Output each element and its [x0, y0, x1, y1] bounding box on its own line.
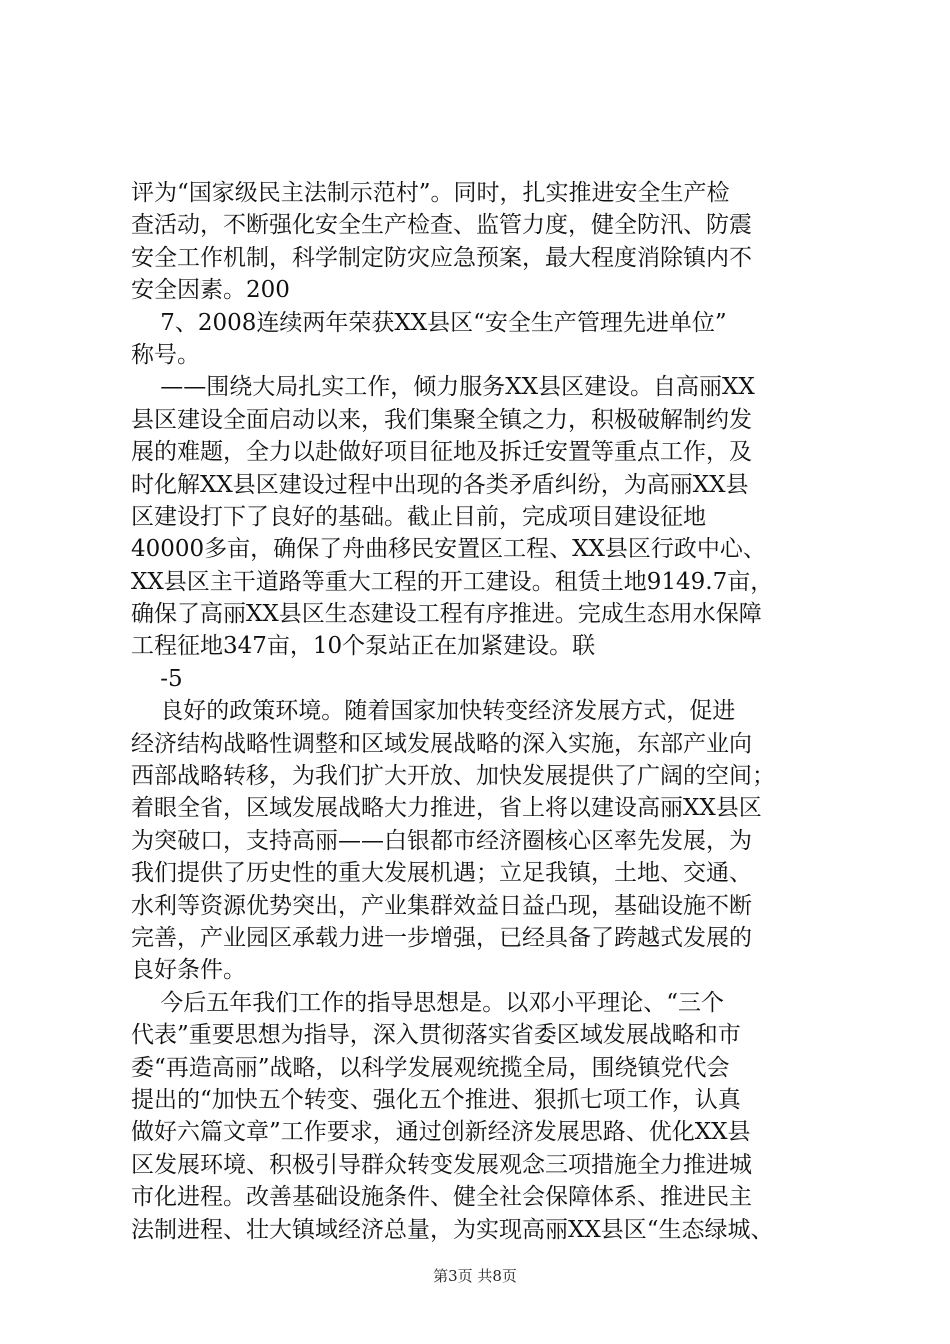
body-line: 良好条件。 [131, 957, 246, 984]
body-line: 确保了高丽XX县区生态建设工程有序推进。完成生态用水保障 [131, 601, 762, 628]
body-line: 为突破口，支持高丽——白银都市经济圈核心区率先发展，为 [131, 827, 752, 854]
body-line: 市化进程。改善基础设施条件、健全社会保障体系、推进民主 [131, 1184, 752, 1211]
body-line: 法制进程、壮大镇域经济总量，为实现高丽XX县区“生态绿城、 [131, 1216, 774, 1243]
body-line: 评为“国家级民主法制示范村”。同时，扎实推进安全生产检 [131, 180, 730, 206]
body-line: 区发展环境、积极引导群众转变发展观念三项措施全力推进城 [131, 1151, 752, 1178]
body-line: 称号。 [131, 341, 200, 368]
body-line: 县区建设全面启动以来，我们集聚全镇之力，积极破解制约发 [131, 406, 752, 433]
body-line: 着眼全省，区域发展战略大力推进，省上将以建设高丽XX县区 [131, 795, 762, 822]
body-line: 委“再造高丽”战略，以科学发展观统揽全局，围绕镇党代会 [131, 1054, 730, 1081]
body-line: 做好六篇文章”工作要求，通过创新经济发展思路、优化XX县 [131, 1119, 751, 1146]
body-line: 工程征地347亩，10个泵站正在加紧建设。联 [131, 633, 596, 660]
body-line: 展的难题，全力以赴做好项目征地及拆迁安置等重点工作，及 [131, 439, 752, 466]
body-line: 水利等资源优势突出，产业集群效益日益凸现，基础设施不断 [131, 892, 752, 919]
document-body [131, 177, 841, 1246]
body-line: 经济结构战略性调整和区域发展战略的深入实施，东部产业向 [131, 730, 752, 757]
body-line: XX县区主干道路等重大工程的开工建设。租赁土地9149.7亩， [131, 568, 774, 595]
body-line: 西部战略转移，为我们扩大开放、加快发展提供了广阔的空间； [131, 763, 775, 790]
body-line: 查活动，不断强化安全生产检查、监管力度，健全防汛、防震 [131, 212, 752, 239]
page-footer: 第3页 共8页 [433, 1267, 517, 1285]
body-line: 区建设打下了良好的基础。截止目前，完成项目建设征地 [131, 503, 706, 530]
body-line: 今后五年我们工作的指导思想是。以邓小平理论、“三个 [131, 989, 725, 1016]
body-line: -5 [131, 665, 183, 692]
body-line: 时化解XX县区建设过程中出现的各类矛盾纠纷，为高丽XX县 [131, 471, 749, 498]
body-line: 良好的政策环境。随着国家加快转变经济发展方式，促进 [131, 698, 736, 725]
body-line: 7、2008连续两年荣获XX县区“安全生产管理先进单位” [131, 309, 727, 336]
body-line: ——围绕大局扎实工作，倾力服务XX县区建设。自高丽XX [131, 374, 755, 401]
body-line: 40000多亩，确保了舟曲移民安置区工程、XX县区行政中心、 [131, 536, 766, 563]
body-line: 安全因素。200 [131, 277, 290, 304]
body-line: 提出的“加快五个转变、强化五个推进、狠抓七项工作，认真 [131, 1086, 741, 1113]
body-line: 代表”重要思想为指导，深入贯彻落实省委区域发展战略和市 [131, 1022, 741, 1049]
body-line: 我们提供了历史性的重大发展机遇；立足我镇，土地、交通、 [131, 860, 752, 887]
body-line: 完善，产业园区承载力进一步增强，已经具备了跨越式发展的 [131, 924, 752, 951]
body-line: 安全工作机制，科学制定防灾应急预案，最大程度消除镇内不 [131, 244, 752, 271]
